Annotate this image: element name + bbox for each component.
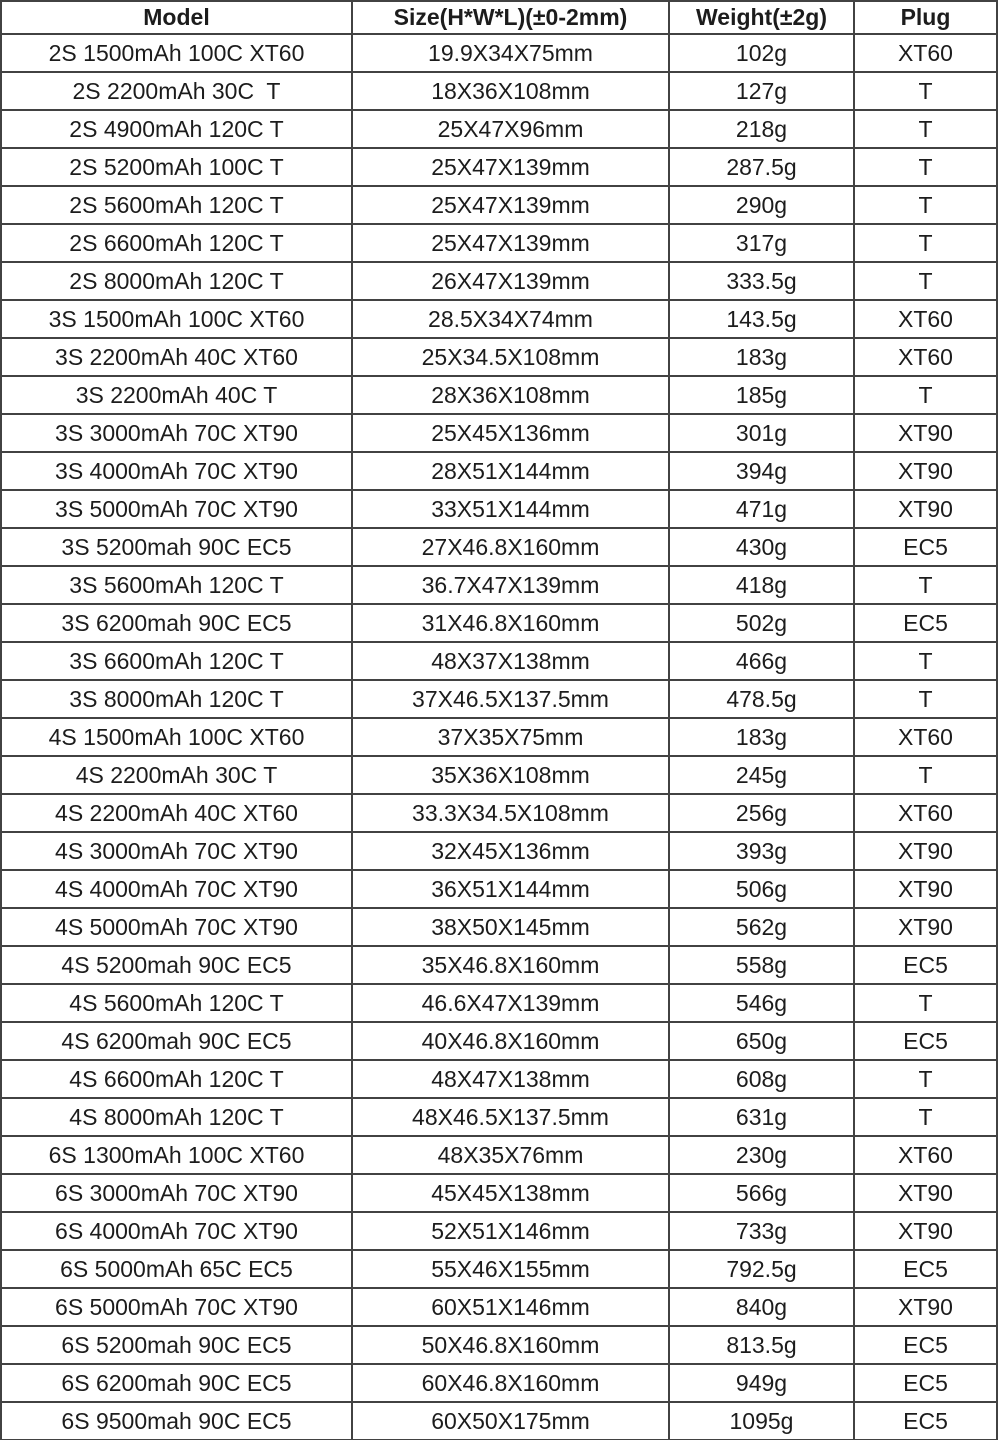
cell-size: 46.6X47X139mm [352, 984, 669, 1022]
cell-model: 4S 5000mAh 70C XT90 [1, 908, 352, 946]
table-row [1, 756, 997, 794]
cell-plug: XT90 [854, 414, 997, 452]
cell-weight: 245g [669, 756, 854, 794]
cell-weight: 143.5g [669, 300, 854, 338]
table-row [1, 1212, 997, 1250]
table-row [1, 1022, 997, 1060]
cell-plug: XT90 [854, 832, 997, 870]
table-row [1, 1060, 997, 1098]
cell-weight: 230g [669, 1136, 854, 1174]
table-row [1, 1402, 997, 1440]
cell-model: 2S 5600mAh 120C T [1, 186, 352, 224]
cell-weight: 813.5g [669, 1326, 854, 1364]
cell-plug: XT60 [854, 34, 997, 72]
cell-plug: T [854, 756, 997, 794]
cell-plug: T [854, 262, 997, 300]
cell-weight: 287.5g [669, 148, 854, 186]
cell-weight: 478.5g [669, 680, 854, 718]
cell-plug: XT60 [854, 1136, 997, 1174]
cell-weight: 733g [669, 1212, 854, 1250]
cell-model: 4S 5600mAh 120C T [1, 984, 352, 1022]
cell-weight: 608g [669, 1060, 854, 1098]
cell-weight: 127g [669, 72, 854, 110]
table-row [1, 1250, 997, 1288]
cell-size: 38X50X145mm [352, 908, 669, 946]
cell-size: 45X45X138mm [352, 1174, 669, 1212]
cell-model: 3S 4000mAh 70C XT90 [1, 452, 352, 490]
table-row [1, 794, 997, 832]
cell-weight: 183g [669, 718, 854, 756]
cell-plug: XT90 [854, 1288, 997, 1326]
cell-model: 6S 5200mah 90C EC5 [1, 1326, 352, 1364]
cell-model: 3S 2200mAh 40C T [1, 376, 352, 414]
cell-model: 6S 3000mAh 70C XT90 [1, 1174, 352, 1212]
cell-size: 18X36X108mm [352, 72, 669, 110]
cell-plug: T [854, 984, 997, 1022]
cell-size: 52X51X146mm [352, 1212, 669, 1250]
cell-weight: 393g [669, 832, 854, 870]
cell-plug: XT90 [854, 490, 997, 528]
cell-weight: 183g [669, 338, 854, 376]
cell-model: 3S 3000mAh 70C XT90 [1, 414, 352, 452]
cell-size: 25X47X96mm [352, 110, 669, 148]
cell-plug: XT90 [854, 1212, 997, 1250]
table-row [1, 262, 997, 300]
table-row [1, 72, 997, 110]
cell-weight: 430g [669, 528, 854, 566]
cell-model: 2S 6600mAh 120C T [1, 224, 352, 262]
cell-weight: 317g [669, 224, 854, 262]
table-row [1, 452, 997, 490]
table-row [1, 1174, 997, 1212]
cell-size: 60X50X175mm [352, 1402, 669, 1440]
cell-model: 4S 6200mah 90C EC5 [1, 1022, 352, 1060]
cell-weight: 1095g [669, 1402, 854, 1440]
cell-plug: XT60 [854, 718, 997, 756]
cell-size: 25X45X136mm [352, 414, 669, 452]
cell-weight: 631g [669, 1098, 854, 1136]
cell-size: 60X51X146mm [352, 1288, 669, 1326]
table-row [1, 946, 997, 984]
cell-model: 4S 3000mAh 70C XT90 [1, 832, 352, 870]
cell-plug: XT90 [854, 452, 997, 490]
cell-size: 35X46.8X160mm [352, 946, 669, 984]
header-row [1, 1, 997, 34]
cell-weight: 562g [669, 908, 854, 946]
cell-model: 2S 1500mAh 100C XT60 [1, 34, 352, 72]
table-row [1, 1288, 997, 1326]
cell-size: 60X46.8X160mm [352, 1364, 669, 1402]
cell-model: 4S 2200mAh 40C XT60 [1, 794, 352, 832]
table-row [1, 1364, 997, 1402]
cell-plug: EC5 [854, 1402, 997, 1440]
column-header-weight: Weight(±2g) [669, 1, 854, 34]
cell-model: 3S 8000mAh 120C T [1, 680, 352, 718]
cell-size: 19.9X34X75mm [352, 34, 669, 72]
cell-size: 25X47X139mm [352, 148, 669, 186]
cell-size: 48X47X138mm [352, 1060, 669, 1098]
cell-size: 31X46.8X160mm [352, 604, 669, 642]
cell-weight: 466g [669, 642, 854, 680]
cell-size: 50X46.8X160mm [352, 1326, 669, 1364]
cell-model: 4S 6600mAh 120C T [1, 1060, 352, 1098]
cell-size: 28.5X34X74mm [352, 300, 669, 338]
cell-model: 4S 2200mAh 30C T [1, 756, 352, 794]
cell-size: 33X51X144mm [352, 490, 669, 528]
column-header-model: Model [1, 1, 352, 34]
cell-plug: T [854, 186, 997, 224]
cell-model: 6S 9500mah 90C EC5 [1, 1402, 352, 1440]
cell-weight: 566g [669, 1174, 854, 1212]
table-row [1, 224, 997, 262]
table-row [1, 908, 997, 946]
cell-weight: 218g [669, 110, 854, 148]
cell-model: 2S 5200mAh 100C T [1, 148, 352, 186]
cell-size: 40X46.8X160mm [352, 1022, 669, 1060]
cell-weight: 840g [669, 1288, 854, 1326]
cell-plug: EC5 [854, 528, 997, 566]
cell-plug: EC5 [854, 946, 997, 984]
cell-plug: XT60 [854, 794, 997, 832]
cell-plug: T [854, 72, 997, 110]
cell-weight: 185g [669, 376, 854, 414]
table-row [1, 1326, 997, 1364]
cell-size: 36X51X144mm [352, 870, 669, 908]
cell-size: 25X47X139mm [352, 186, 669, 224]
cell-size: 27X46.8X160mm [352, 528, 669, 566]
table-row [1, 414, 997, 452]
cell-model: 6S 1300mAh 100C XT60 [1, 1136, 352, 1174]
cell-model: 4S 8000mAh 120C T [1, 1098, 352, 1136]
table-row [1, 338, 997, 376]
cell-plug: EC5 [854, 1364, 997, 1402]
cell-size: 33.3X34.5X108mm [352, 794, 669, 832]
table-row [1, 300, 997, 338]
cell-model: 3S 6200mah 90C EC5 [1, 604, 352, 642]
cell-plug: XT90 [854, 1174, 997, 1212]
cell-size: 36.7X47X139mm [352, 566, 669, 604]
column-header-size: Size(H*W*L)(±0-2mm) [352, 1, 669, 34]
table-row [1, 528, 997, 566]
cell-plug: T [854, 148, 997, 186]
cell-model: 6S 4000mAh 70C XT90 [1, 1212, 352, 1250]
table-row [1, 984, 997, 1022]
table-row [1, 110, 997, 148]
table-row [1, 376, 997, 414]
cell-model: 6S 5000mAh 70C XT90 [1, 1288, 352, 1326]
cell-plug: T [854, 566, 997, 604]
cell-weight: 290g [669, 186, 854, 224]
cell-size: 55X46X155mm [352, 1250, 669, 1288]
cell-model: 2S 4900mAh 120C T [1, 110, 352, 148]
cell-plug: XT60 [854, 300, 997, 338]
table-row [1, 34, 997, 72]
table-row [1, 642, 997, 680]
cell-plug: EC5 [854, 1022, 997, 1060]
cell-model: 3S 5600mAh 120C T [1, 566, 352, 604]
cell-size: 26X47X139mm [352, 262, 669, 300]
cell-model: 2S 2200mAh 30C T [1, 72, 352, 110]
cell-weight: 333.5g [669, 262, 854, 300]
cell-size: 25X34.5X108mm [352, 338, 669, 376]
cell-size: 25X47X139mm [352, 224, 669, 262]
cell-weight: 471g [669, 490, 854, 528]
cell-plug: T [854, 224, 997, 262]
table-header [1, 1, 997, 34]
cell-model: 2S 8000mAh 120C T [1, 262, 352, 300]
cell-plug: EC5 [854, 604, 997, 642]
table-row [1, 490, 997, 528]
table-row [1, 832, 997, 870]
cell-size: 28X51X144mm [352, 452, 669, 490]
cell-weight: 506g [669, 870, 854, 908]
cell-weight: 102g [669, 34, 854, 72]
cell-plug: T [854, 110, 997, 148]
cell-size: 28X36X108mm [352, 376, 669, 414]
cell-weight: 502g [669, 604, 854, 642]
cell-model: 3S 5000mAh 70C XT90 [1, 490, 352, 528]
cell-model: 3S 2200mAh 40C XT60 [1, 338, 352, 376]
column-header-plug: Plug [854, 1, 997, 34]
cell-model: 3S 6600mAh 120C T [1, 642, 352, 680]
cell-model: 6S 5000mAh 65C EC5 [1, 1250, 352, 1288]
cell-size: 48X37X138mm [352, 642, 669, 680]
cell-plug: EC5 [854, 1326, 997, 1364]
cell-size: 48X46.5X137.5mm [352, 1098, 669, 1136]
cell-model: 4S 4000mAh 70C XT90 [1, 870, 352, 908]
table-row [1, 718, 997, 756]
cell-plug: T [854, 642, 997, 680]
table-row [1, 566, 997, 604]
cell-model: 6S 6200mah 90C EC5 [1, 1364, 352, 1402]
cell-plug: T [854, 1098, 997, 1136]
cell-model: 4S 5200mah 90C EC5 [1, 946, 352, 984]
cell-plug: XT60 [854, 338, 997, 376]
table-row [1, 148, 997, 186]
cell-plug: XT90 [854, 870, 997, 908]
cell-weight: 792.5g [669, 1250, 854, 1288]
cell-weight: 418g [669, 566, 854, 604]
cell-weight: 558g [669, 946, 854, 984]
table-body [1, 34, 997, 1440]
cell-plug: T [854, 376, 997, 414]
table-row [1, 186, 997, 224]
table-row [1, 1136, 997, 1174]
cell-size: 35X36X108mm [352, 756, 669, 794]
cell-size: 37X46.5X137.5mm [352, 680, 669, 718]
cell-model: 4S 1500mAh 100C XT60 [1, 718, 352, 756]
cell-weight: 301g [669, 414, 854, 452]
cell-model: 3S 5200mah 90C EC5 [1, 528, 352, 566]
cell-weight: 256g [669, 794, 854, 832]
cell-plug: T [854, 680, 997, 718]
table-row [1, 870, 997, 908]
cell-size: 32X45X136mm [352, 832, 669, 870]
cell-weight: 650g [669, 1022, 854, 1060]
cell-model: 3S 1500mAh 100C XT60 [1, 300, 352, 338]
cell-size: 48X35X76mm [352, 1136, 669, 1174]
table-row [1, 1098, 997, 1136]
cell-plug: XT90 [854, 908, 997, 946]
table-row [1, 604, 997, 642]
table-row [1, 680, 997, 718]
cell-plug: T [854, 1060, 997, 1098]
cell-size: 37X35X75mm [352, 718, 669, 756]
cell-weight: 546g [669, 984, 854, 1022]
cell-weight: 394g [669, 452, 854, 490]
cell-weight: 949g [669, 1364, 854, 1402]
cell-plug: EC5 [854, 1250, 997, 1288]
